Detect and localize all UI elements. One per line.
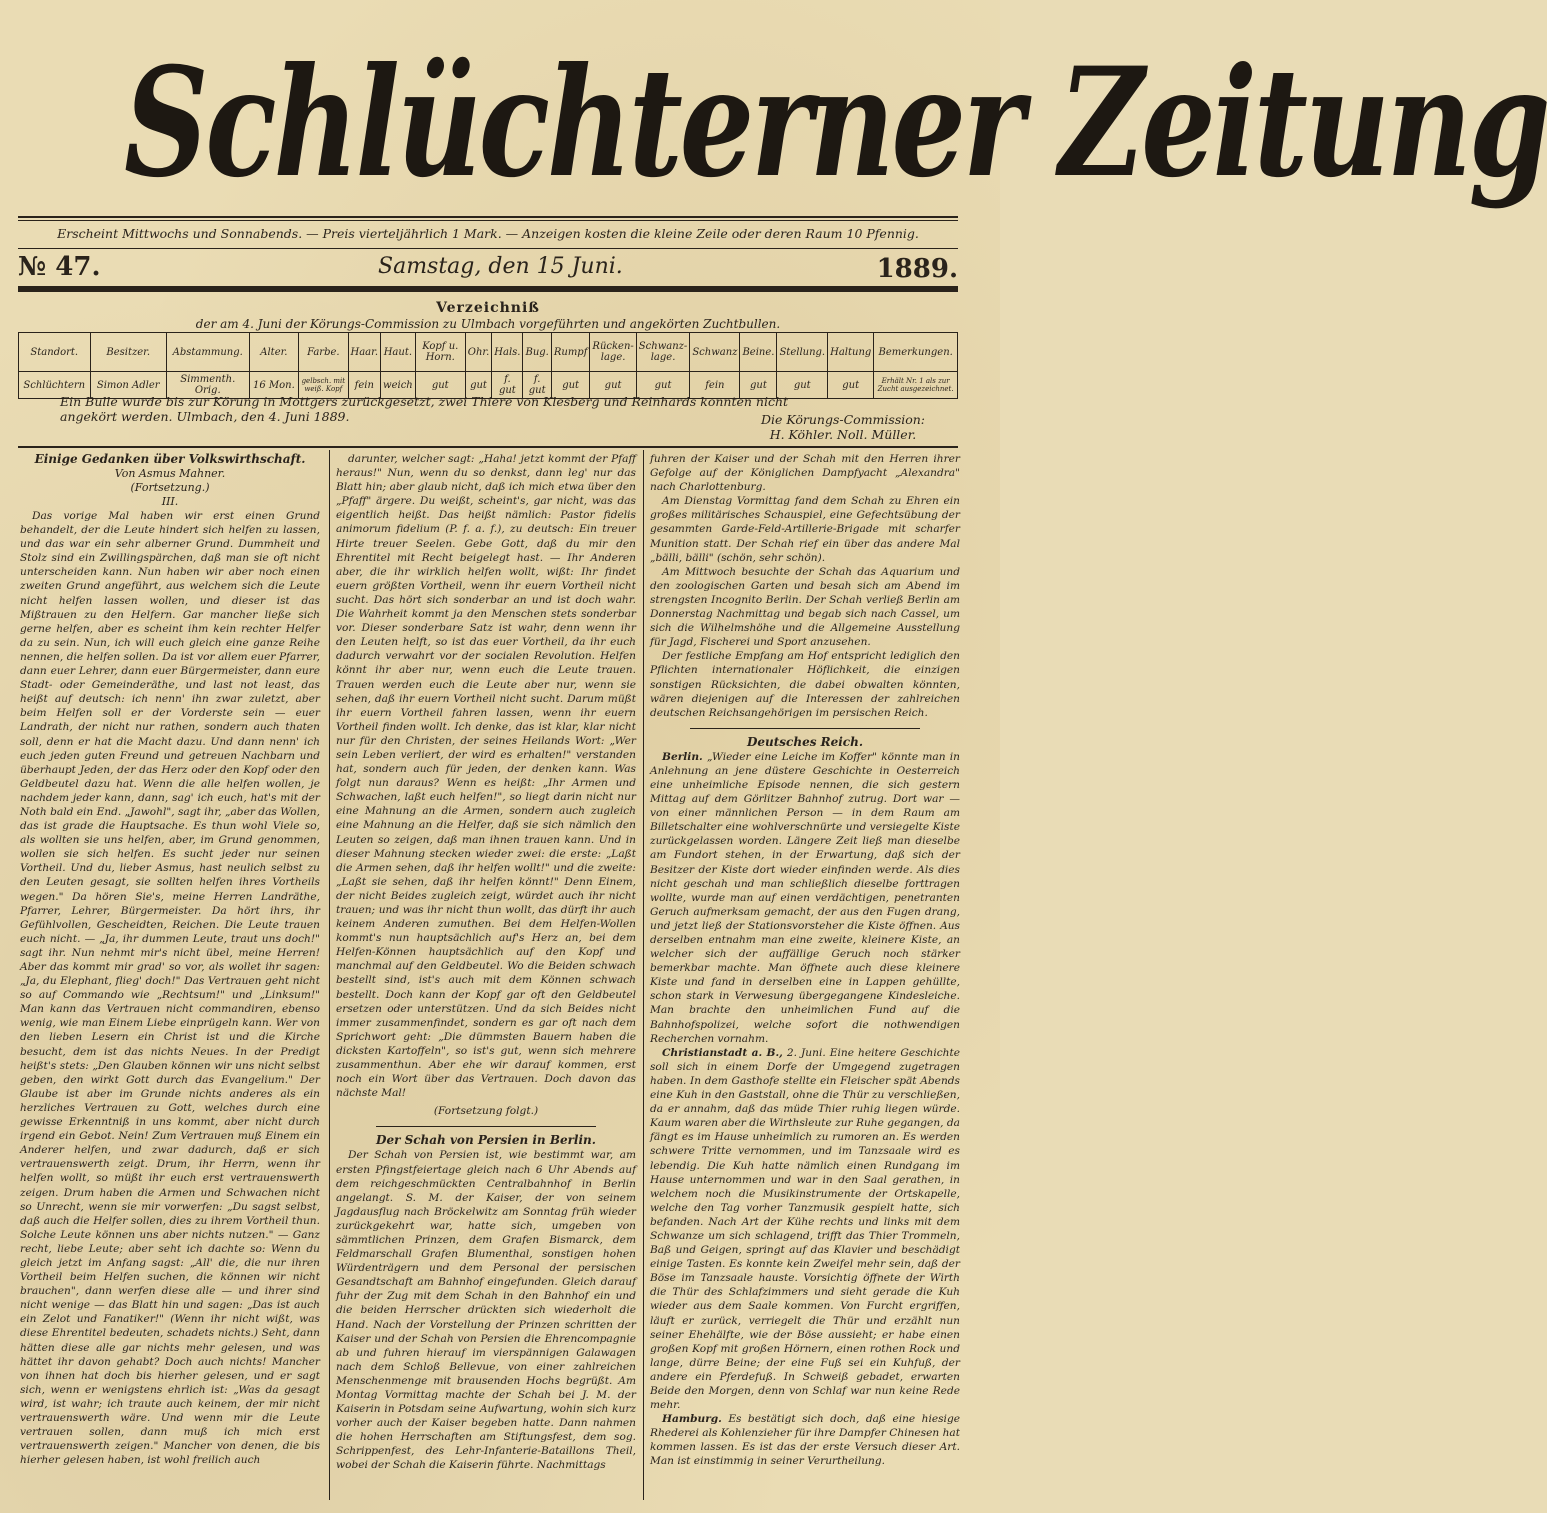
table-cell: f. gut: [492, 372, 523, 399]
article-title: Einige Gedanken über Volkswirthschaft.: [34, 452, 306, 466]
news-text: „Wieder eine Leiche im Koffer" könnte man in Anlehnung an jene düstere Geschichte in Oesterreich eine unheimliche Episode nennen, die sich gestern Mittag auf dem Görlitzer Bahnhof zutrug. Dort war — von einer männlichen Person — in dem Raum am Billetschalter eine wohlverschnürte und versiegelte Kiste zurückgelassen worden. Längere Zeit ließ man dieselbe am Fundort stehen, in der Erwartung, daß sich der Besitzer der Kiste dort wieder einfinden werde. Als dies nicht geschah und man schließlich dieselbe forttragen wollte, wurde man auf einen verdächtigen, penetranten Geruch aufmerksam gemacht, der aus den Fugen drang, und jetzt ließ der Stationsvorsteher die Kiste öffnen. Aus derselben entnahm man eine zweite, kleinere Kiste, an welcher sich der auffällige Geruch noch stärker bemerkbar machte. Man öffnete auch diese kleinere Kiste und fand in derselben eine in Lappen gehüllte, schon stark in Verwesung übergegangene Kindesleiche. Man brachte den unheimlichen Fund auf die Bahnhofspolizei, welche sofort die nothwendigen Recherchen vornahm.: [650, 750, 960, 1045]
table-header-cell: Kopf u. Horn.: [415, 333, 465, 372]
issue-year: 1889.: [876, 254, 958, 284]
table-header-row: [19, 333, 958, 372]
table-header-cell: Ohr.: [465, 333, 492, 372]
section-title: Deutsches Reich.: [746, 734, 864, 749]
table-cell: 16 Mon.: [249, 372, 299, 399]
issue-date: Samstag, den 15 Juni.: [378, 254, 623, 279]
column-1: [20, 452, 320, 1502]
table-header-cell: Abstammung.: [166, 333, 249, 372]
column-2: [336, 452, 636, 1502]
notice-text: Ein Bulle wurde bis zur Körung in Mottgers zurückgesetzt, zwei Thiere von Klesberg und Reinhards konnten nicht angekört werden. Ulmbach, den 4. Juni 1889.: [60, 394, 789, 424]
news-text: 2. Juni. Eine heitere Geschichte soll sich in einem Dorfe der Umgegend zugetragen haben. In dem Gasthofe stellte ein Fleischer spät Abends eine Kuh in den Gaststall, ohne die Thür zu verschließen, da er annahm, daß das müde Thier ruhig liegen würde. Kaum waren aber die Wirthsleute zur Ruhe gegangen, da fängt es im Hause unheimlich zu rumoren an. Es werden schwere Tritte vernommen, und im Tanzsaale wird es lebendig. Die Kuh hatte nämlich einen Rundgang im Hause unternommen und war in den Saal gerathen, in welchem noch die Musikinstrumente der Ortskapelle, welche den Tag vorher Tanzmusik gespielt hatte, sich befanden. Nach Art der Kühe rechts und links mit dem Schwanze um sich schlagend, trifft das Thier Trommeln, Baß und Geigen, springt auf das Klavier und beschädigt einige Tasten. Es konnte kein Zweifel mehr sein, daß der Böse im Tanzsaale hauste. Vorsichtig öffnete der Wirth die Thür des Schlafzimmers und sieht gerade die Kuh wieder aus dem Saale kommen. Von Furcht ergriffen, läuft er zurück, verriegelt die Thür und erzählt nun seiner Ehehälfte, wie der Böse aussieht; er habe einen großen Kopf mit großen Hörnern, einen rothen Rock und lange, dürre Beine; der eine Fuß sei ein Kuhfuß, der andere ein Pferdefuß. In Schweiß gebadet, erwarten Beide den Morgen, denn von Schlaf war nun keine Rede mehr.: [650, 1046, 961, 1412]
signature-names: H. Köhler. Noll. Müller.: [769, 427, 917, 442]
article-paragraph: Der festliche Empfang am Hof entspricht lediglich den Pflichten internationaler Höflichkeit, die einzigen sonstigen Rücksichten, die dabei obwalten könnten, wären diejenigen auf die Interessen der zahlreichen deutschen Reichsangehörigen im persischen Reich.: [650, 650, 960, 719]
article-continuation: (Fortsetzung.): [130, 481, 210, 494]
issue-rule-thick: [18, 286, 958, 292]
table-header-cell: Hals.: [492, 333, 523, 372]
table-header-cell: Rücken-lage.: [590, 333, 636, 372]
table-cell: gut: [777, 372, 828, 399]
article-paragraph: Der Schah von Persien ist, wie bestimmt war, am ersten Pfingstfeiertage gleich nach 6 Uhr Abends auf dem reichgeschmückten Centralbahnhof in Berlin angelangt. S. M. der Kaiser, der von seinem Jagdausflug nach Bröckelwitz am Sonntag früh wieder zurückgekehrt war, hatte sich, umgeben von sämmtlichen Prinzen, dem Grafen Bismarck, dem Feldmarschall Grafen Blumenthal, sonstigen hohen Würdenträgern und dem Personal der persischen Gesandtschaft am Bahnhof eingefunden. Gleich darauf fuhr der Zug mit dem Schah in den Bahnhof ein und die beiden Herrscher drückten sich wiederholt die Hand. Nach der Vorstellung der Prinzen schritten der Kaiser und der Schah von Persien die Ehrencompagnie ab und fuhren hierauf im vierspännigen Galawagen nach dem Schloß Bellevue, von einer zahlreichen Menschenmenge mit brausenden Hochs begrüßt. Am Montag Vormittag machte der Schah bei J. M. der Kaiserin in Potsdam seine Aufwartung, wohin sich kurz vorher auch der Kaiser begeben hatte. Dann nahmen die hohen Herrschaften am Stiftungsfest, dem sog. Schrippenfest, des Lehr-Infanterie-Bataillons Theil, wobei der Schah die Kaiserin führte. Nachmittags: [336, 1149, 636, 1472]
table-cell: gelbsch. mit weiß. Kopf: [299, 372, 348, 399]
notice-title: Verzeichniß: [436, 300, 540, 316]
table-header-cell: Schwanz-lage.: [636, 333, 690, 372]
news-text: Es bestätigt sich doch, daß eine hiesige Rhederei als Kohlenzieher für ihre Dampfer Chinesen hat kommen lassen. Es ist das der erste Versuch dieser Art. Man ist einstimmig in seiner Verurtheilung.: [650, 1413, 960, 1468]
table-header-cell: Beine.: [740, 333, 777, 372]
table-cell: gut: [828, 372, 874, 399]
publication-info-line: Erscheint Mittwochs und Sonnabends. — Preis vierteljährlich 1 Mark. — Anzeigen kosten die kleine Zeile oder deren Raum 10 Pfennig.: [57, 226, 919, 241]
section-rule: [18, 446, 958, 448]
masthead-rule-thin: [18, 220, 958, 221]
masthead-rule-top: [18, 216, 958, 218]
table-header-cell: Besitzer.: [90, 333, 166, 372]
table-cell: gut: [551, 372, 590, 399]
table-header-cell: Haut.: [381, 333, 416, 372]
article-separator: [690, 728, 920, 729]
table-cell: Simmenth. Orig.: [166, 372, 249, 399]
table-header-cell: Schwanz: [690, 333, 740, 372]
table-cell: fein: [348, 372, 381, 399]
table-cell: Simon Adler: [90, 372, 166, 399]
column-3: [650, 452, 960, 1502]
bull-registry-table: [18, 332, 958, 399]
table-cell: fein: [690, 372, 740, 399]
news-place: Christianstadt a. B.,: [662, 1046, 783, 1059]
table-cell: gut: [415, 372, 465, 399]
table-header-cell: Rumpf: [551, 333, 590, 372]
table-cell: gut: [590, 372, 636, 399]
table-cell: f. gut: [523, 372, 551, 399]
table-header-cell: Standort.: [19, 333, 91, 372]
article-paragraph: darunter, welcher sagt: „Haha! jetzt kommt der Pfaff heraus!" Nun, wenn du so denkst, dann leg' nur das Blatt hin; aber glaub nicht, daß ich mich etwa über den „Pfaff" ärgere. Du weißt, scheint's, gar nicht, was das eigentlich heißt. Das heißt nämlich: Pastor fidelis animorum fidelium (P. f. a. f.), zu deutsch: Ein treuer Hirte treuer Seelen. Gebe Gott, daß du mir den Ehrentitel mit Recht beigelegt hast. — Ihr Anderen aber, die ihr wirklich helfen wollt, wißt: Ihr findet euern größten Vortheil, wenn ihr euern Vortheil nicht sucht. Das hört sich sonderbar an und ist doch wahr. Die Wahrheit kommt ja den Menschen stets sonderbar vor. Dieser sonderbare Satz ist wahr, denn wenn ihr den Leuten helft, so ist das euer Vortheil, da ihr euch dadurch verwahrt vor der socialen Revolution. Helfen könnt ihr aber nur, wenn euch die Leute trauen. Trauen werden euch die Leute aber nur, wenn sie sehen, daß ihr euern Vortheil nicht sucht. Darum müßt ihr euern Vortheil fahren lassen, wenn ihr euern Vortheil finden wollt. Ich denke, das ist klar, klar nicht nur für den Christen, der seines Heilands Wort: „Wer sein Leben verliert, der wird es erhalten!" verstanden hat, sondern auch für jeden, der denken kann. Was folgt nun daraus? Wenn es heißt: „Ihr Armen und Schwachen, laßt euch helfen!", so liegt darin nicht nur eine Mahnung an die Armen, sondern auch zugleich eine Mahnung an die Helfer, daß sie sich nämlich den Leuten so zeigen, daß man ihnen trauen kann. Und in dieser Mahnung stecken wieder zwei: die erste: „Laßt die Armen sehen, daß ihr helfen wollt!" und die zweite: „Laßt sie sehen, daß ihr helfen könnt!" Denn Einem, der nicht Beides zugleich zeigt, würdet auch ihr nicht trauen; und was ihr nicht thun wollt, das dürft ihr auch keinem Anderen zumuthen. Bei dem Helfen-Wollen kommt's nun hauptsächlich auf's Herz an, bei dem Helfen-Können hauptsächlich auf den Kopf und manchmal auf den Geldbeutel. Wo die Beiden schwach bestellt sind, ist's auch mit dem Können schwach bestellt. Doch kann der Kopf gar oft den Geldbeutel ersetzen oder unterstützen. Und da sich Beides nicht immer zusammenfindet, sondern es gar oft nach dem Sprichwort geht: „Die dümmsten Bauern haben die dicksten Kartoffeln", so ist's gut, wenn sich mehrere zusammenthun. Aber ehe wir darauf kommen, erst noch ein Wort über das Vertrauen. Doch davon das nächste Mal!: [336, 453, 636, 1100]
subline-rule: [18, 248, 958, 249]
news-item: [650, 1046, 960, 1412]
article-author: Von Asmus Mahner.: [114, 467, 226, 480]
table-header-cell: Stellung.: [777, 333, 828, 372]
table-header-cell: Bemerkungen.: [874, 333, 958, 372]
signature-line: Die Körungs-Commission:: [760, 412, 926, 427]
table-header-cell: Farbe.: [299, 333, 348, 372]
news-item: [650, 750, 960, 1046]
notice-subtitle: der am 4. Juni der Körungs-Commission zu Ulmbach vorgeführten und angekörten Zuchtbullen.: [195, 317, 781, 331]
table-cell: gut: [465, 372, 492, 399]
table-cell: Erhält Nr. 1 als zur Zucht ausgezeichnet.: [874, 372, 958, 399]
article-title: Der Schah von Persien in Berlin.: [376, 1133, 596, 1148]
issue-row: [18, 252, 958, 286]
table-cell: weich: [381, 372, 416, 399]
article-separator: [376, 1126, 596, 1127]
article-continued-note: (Fortsetzung folgt.): [433, 1105, 539, 1118]
column-rule: [329, 450, 330, 1500]
table-cell: Schlüchtern: [19, 372, 91, 399]
table-header-cell: Alter.: [249, 333, 299, 372]
masthead-title: Schlüchterner Zeitung: [124, 35, 1547, 211]
news-item: [650, 1412, 960, 1468]
news-place: Berlin.: [662, 750, 703, 763]
table-cell: gut: [636, 372, 690, 399]
issue-number: № 47.: [18, 252, 101, 282]
article-paragraph: Das vorige Mal haben wir erst einen Grund behandelt, der die Leute hindert sich helfen zu lassen, und das war ein sehr alberner Grund. Dummheit und Stolz sind ein Zwillingspärchen, daß man sie oft nicht unterscheiden kann. Nun haben wir aber noch einen zweiten Grund angeführt, aus welchem sich die Leute nicht helfen lassen wollen, und dieser ist das Mißtrauen zu den Helfern. Gar mancher ließe sich gerne helfen, aber es scheint ihm kein rechter Helfer da zu sein. Nun, ich will euch gleich eine ganze Reihe nennen, die helfen sollen. Da ist vor allem euer Pfarrer, dann euer Lehrer, dann euer Bürgermeister, dann eure Stadt- oder Gemeinderäthe, und last not least, das heißt auf deutsch: ich nenn' ihn zwar zuletzt, aber beim Helfen soll er der Vorderste sein — euer Landrath, der nicht nur rathen, sondern auch thaten soll, denn er hat die Macht dazu. Und dann nenn' ich euch jeden guten Freund und getreuen Nachbarn und überhaupt Jeden, der das Herz oder den Kopf oder den Geldbeutel dazu hat. Wenn die alle helfen wollen, je nachdem jeder kann, dann, sag' ich euch, hat's mit der Noth bald ein End. „Jawohl", sagt ihr, „aber das Wollen, das ist grade die Hauptsache. Es thun wohl Viele so, als wollten sie uns helfen, aber, im Grund genommen, wollen sie sich helfen. Es sucht jeder nur seinen Vortheil. Und du, lieber Asmus, hast neulich selbst zu den Leuten gesagt, sie sollten helfen ihres Vortheils wegen." Da hören Sie's, meine Herren Landräthe, Pfarrer, Lehrer, Bürgermeister. Da hört ihrs, ihr Gefühlvollen, Gescheidten, Reichen. Die Leute trauen euch nicht. — „Ja, ihr dummen Leute, traut uns doch!" sagt ihr. Nun nehmt mir's nicht übel, meine Herren! Aber das kommt mir grad' so vor, als wollet ihr sagen: „Ja, du Elephant, flieg' doch!" Das Vertrauen geht nicht so auf Commando wie „Rechtsum!" und „Linksum!" Man kann das Vertrauen nicht commandiren, ebenso wenig, wie man Einem Liebe einprügeln kann. Wer von den lieben Lesern ein Christ ist und die Kirche besucht, dem ist das nichts Neues. In der Predigt heißt's stets: „Den Glauben können wir uns nicht selbst geben, den wirkt Gott durch das Evangelium." Der Glaube ist aber im Grunde nichts anderes als ein herzliches Vertrauen zu Gott, welches durch eine gewisse Erkenntniß in uns kommt, aber nicht durch irgend ein Gebot. Nein! Zum Vertrauen muß Einem ein Anderer helfen, und zwar dadurch, daß er sich vertrauenswerth zeigt. Drum, ihr Herrn, wenn ihr helfen wollt, so müßt ihr euch erst vertrauenswerth zeigen. Drum haben die Armen und Schwachen nicht so Unrecht, wenn sie mir vorwerfen: „Du sagst selbst, daß auch die Helfer sollen, dies zu ihrem Vortheil thun. Solche Leute können uns aber nichts nutzen." — Ganz recht, liebe Leute; aber seht ich dachte so: Wenn du gleich jetzt im Anfang sagst: „All' die, die nur ihren Vortheil beim Helfen suchen, die können wir nicht brauchen", dann werfen diese alle — und ihrer sind nicht wenige — das Blatt hin und sagen: „Das ist auch ein Zelot und Fanatiker!" (Wenn ihr nicht wißt, was diese Ehrentitel bedeuten, schadets nichts.) Seht, dann hätten diese alle gar nichts mehr gelesen, und was hättet ihr davon gehabt? Doch auch nichts! Mancher von ihnen hat doch bis hierher gelesen, und er sagt sich, wenn er wenigstens ehrlich ist: „Was da gesagt wird, ist wahr; ich traute auch keinem, der mir nicht vertrauenswerth wäre. Und wenn mir die Leute vertrauen sollen, dann muß ich mich erst vertrauenswerth zeigen." Mancher von denen, die bis hierher gelesen haben, ist wohl freilich auch: [20, 510, 320, 1467]
table-header-cell: Haltung: [828, 333, 874, 372]
column-rule: [643, 450, 644, 1500]
notice-signature: [728, 412, 958, 442]
news-place: Hamburg.: [662, 1413, 722, 1426]
article-paragraph: Am Dienstag Vormittag fand dem Schah zu Ehren ein großes militärisches Schauspiel, eine Gefechtsübung der gesammten Garde-Feld-Artillerie-Brigade mit scharfer Munition statt. Der Schah rief ein über das andere Mal „bälli, bälli" (schön, sehr schön).: [650, 495, 960, 564]
article-part-number: III.: [161, 495, 179, 508]
table-header-cell: Bug.: [523, 333, 551, 372]
article-paragraph: fuhren der Kaiser und der Schah mit den Herren ihrer Gefolge auf der Königlichen Dampfyacht „Alexandra" nach Charlottenburg.: [650, 453, 960, 494]
table-header-cell: Haar.: [348, 333, 381, 372]
table-cell: gut: [740, 372, 777, 399]
article-paragraph: Am Mittwoch besuchte der Schah das Aquarium und den zoologischen Garten und besah sich am Abend im strengsten Incognito Berlin. Der Schah verließ Berlin am Donnerstag Nachmittag und begab sich nach Cassel, um sich die Wilhelmshöhe und die Allgemeine Ausstellung für Jagd, Fischerei und Sport anzusehen.: [650, 565, 960, 649]
